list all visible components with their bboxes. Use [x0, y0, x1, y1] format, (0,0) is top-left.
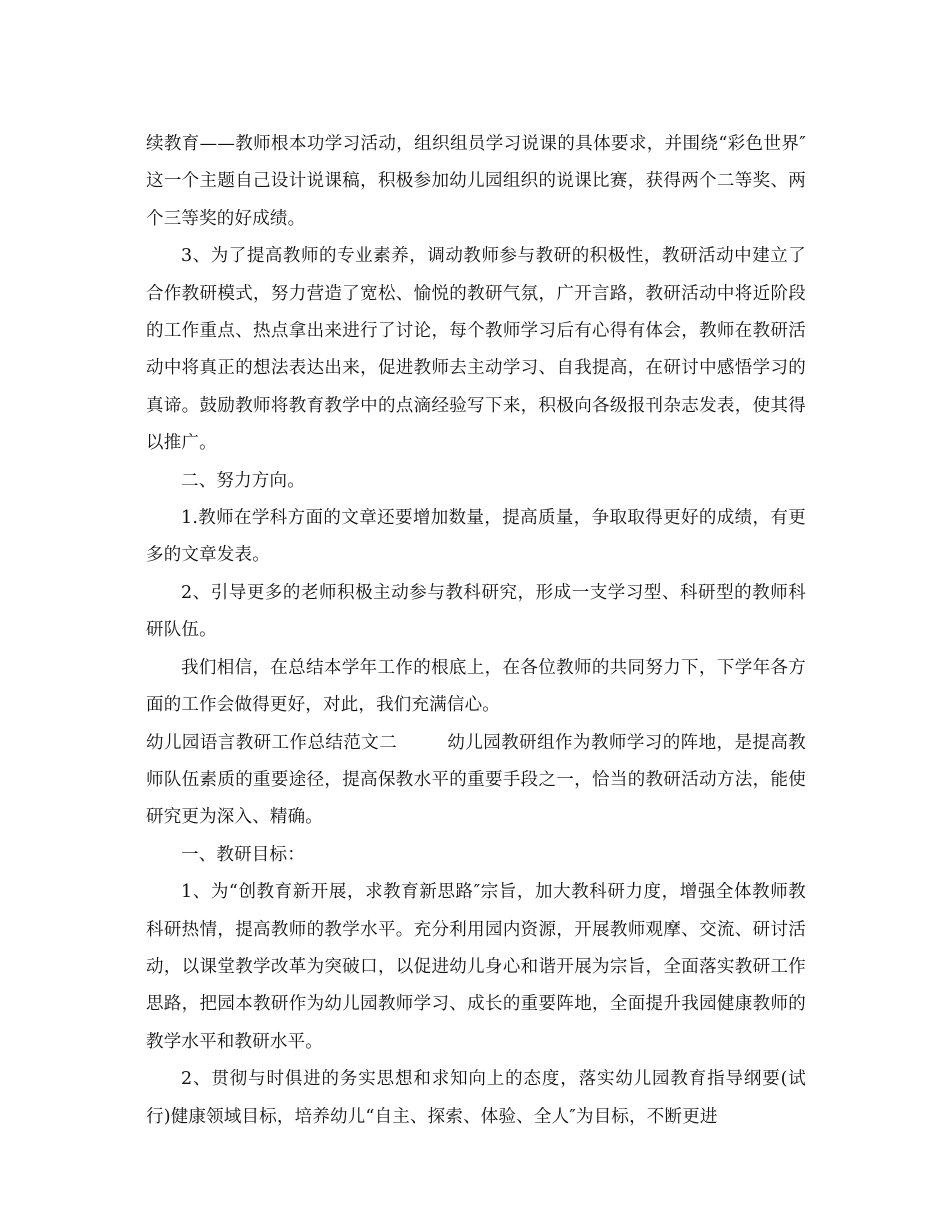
article-title-paragraph [146, 725, 806, 837]
document-body [146, 126, 806, 1136]
paragraph: 2、引导更多的老师积极主动参与教科研究，形成一支学习型、科研型的教师科研队伍。 [146, 582, 806, 641]
paragraph: 3、为了提高教师的专业素养，调动教师参与教研的积极性，教研活动中建立了合作教研模式，努力营造了宽松、愉悦的教研气氛，广开言路，教研活动中将近阶段的工作重点、热点拿出来进行了讨论，每个教师学习后有心得有体会，教师在教研活动中将真正的想法表达出来，促进教师去主动学习、自我提高，在研讨中感悟学习的真谛。鼓励教师将教育教学中的点滴经验写下来，积极向各级报刊杂志发表，使其得以推广。 [146, 246, 806, 454]
paragraph: 我们相信，在总结本学年工作的根底上，在各位教师的共同努力下，下学年各方面的工作会做得更好，对此，我们充满信心。 [146, 657, 806, 716]
paragraph: 1.教师在学科方面的文章还要增加数量，提高质量，争取取得更好的成绩，有更多的文章发表。 [146, 508, 806, 566]
paragraph: 1、为“创教育新开展，求教育新思路″宗旨，加大教科研力度，增强全体教师教科研热情，提高教师的教学水平。充分利用园内资源，开展教师观摩、交流、研讨活动，以课堂教学改革为突破口，以促进幼儿身心和谐开展为宗旨，全面落实教研工作思路，把园本教研作为幼儿园教师学习、成长的重要阵地，全面提升我园健康教师的教学水平和教研水平。 [146, 882, 806, 1052]
section-heading: 一、教研目标： [181, 844, 305, 865]
section-heading: 二、努力方向。 [181, 470, 305, 491]
article-title: 幼儿园语言教研工作总结范文二 [146, 732, 398, 753]
article-lead: 幼儿园教研组作为教师学习的阵地，是提高教师队伍素质的重要途径，提高保教水平的重要手段之一，恰当的教研活动方法，能使研究更为深入、精确。 [146, 732, 806, 828]
paragraph: 2、贯彻与时俱进的务实思想和求知向上的态度，落实幼儿园教育指导纲要(试行)健康领域目标，培养幼儿“自主、探索、体验、全人″为目标，不断更进 [146, 1069, 806, 1127]
paragraph: 续教育——教师根本功学习活动，组织组员学习说课的具体要求，并围绕“彩色世界″这一个主题自己设计说课稿，积极参加幼儿园组织的说课比赛，获得两个二等奖、两个三等奖的好成绩。 [146, 134, 806, 229]
